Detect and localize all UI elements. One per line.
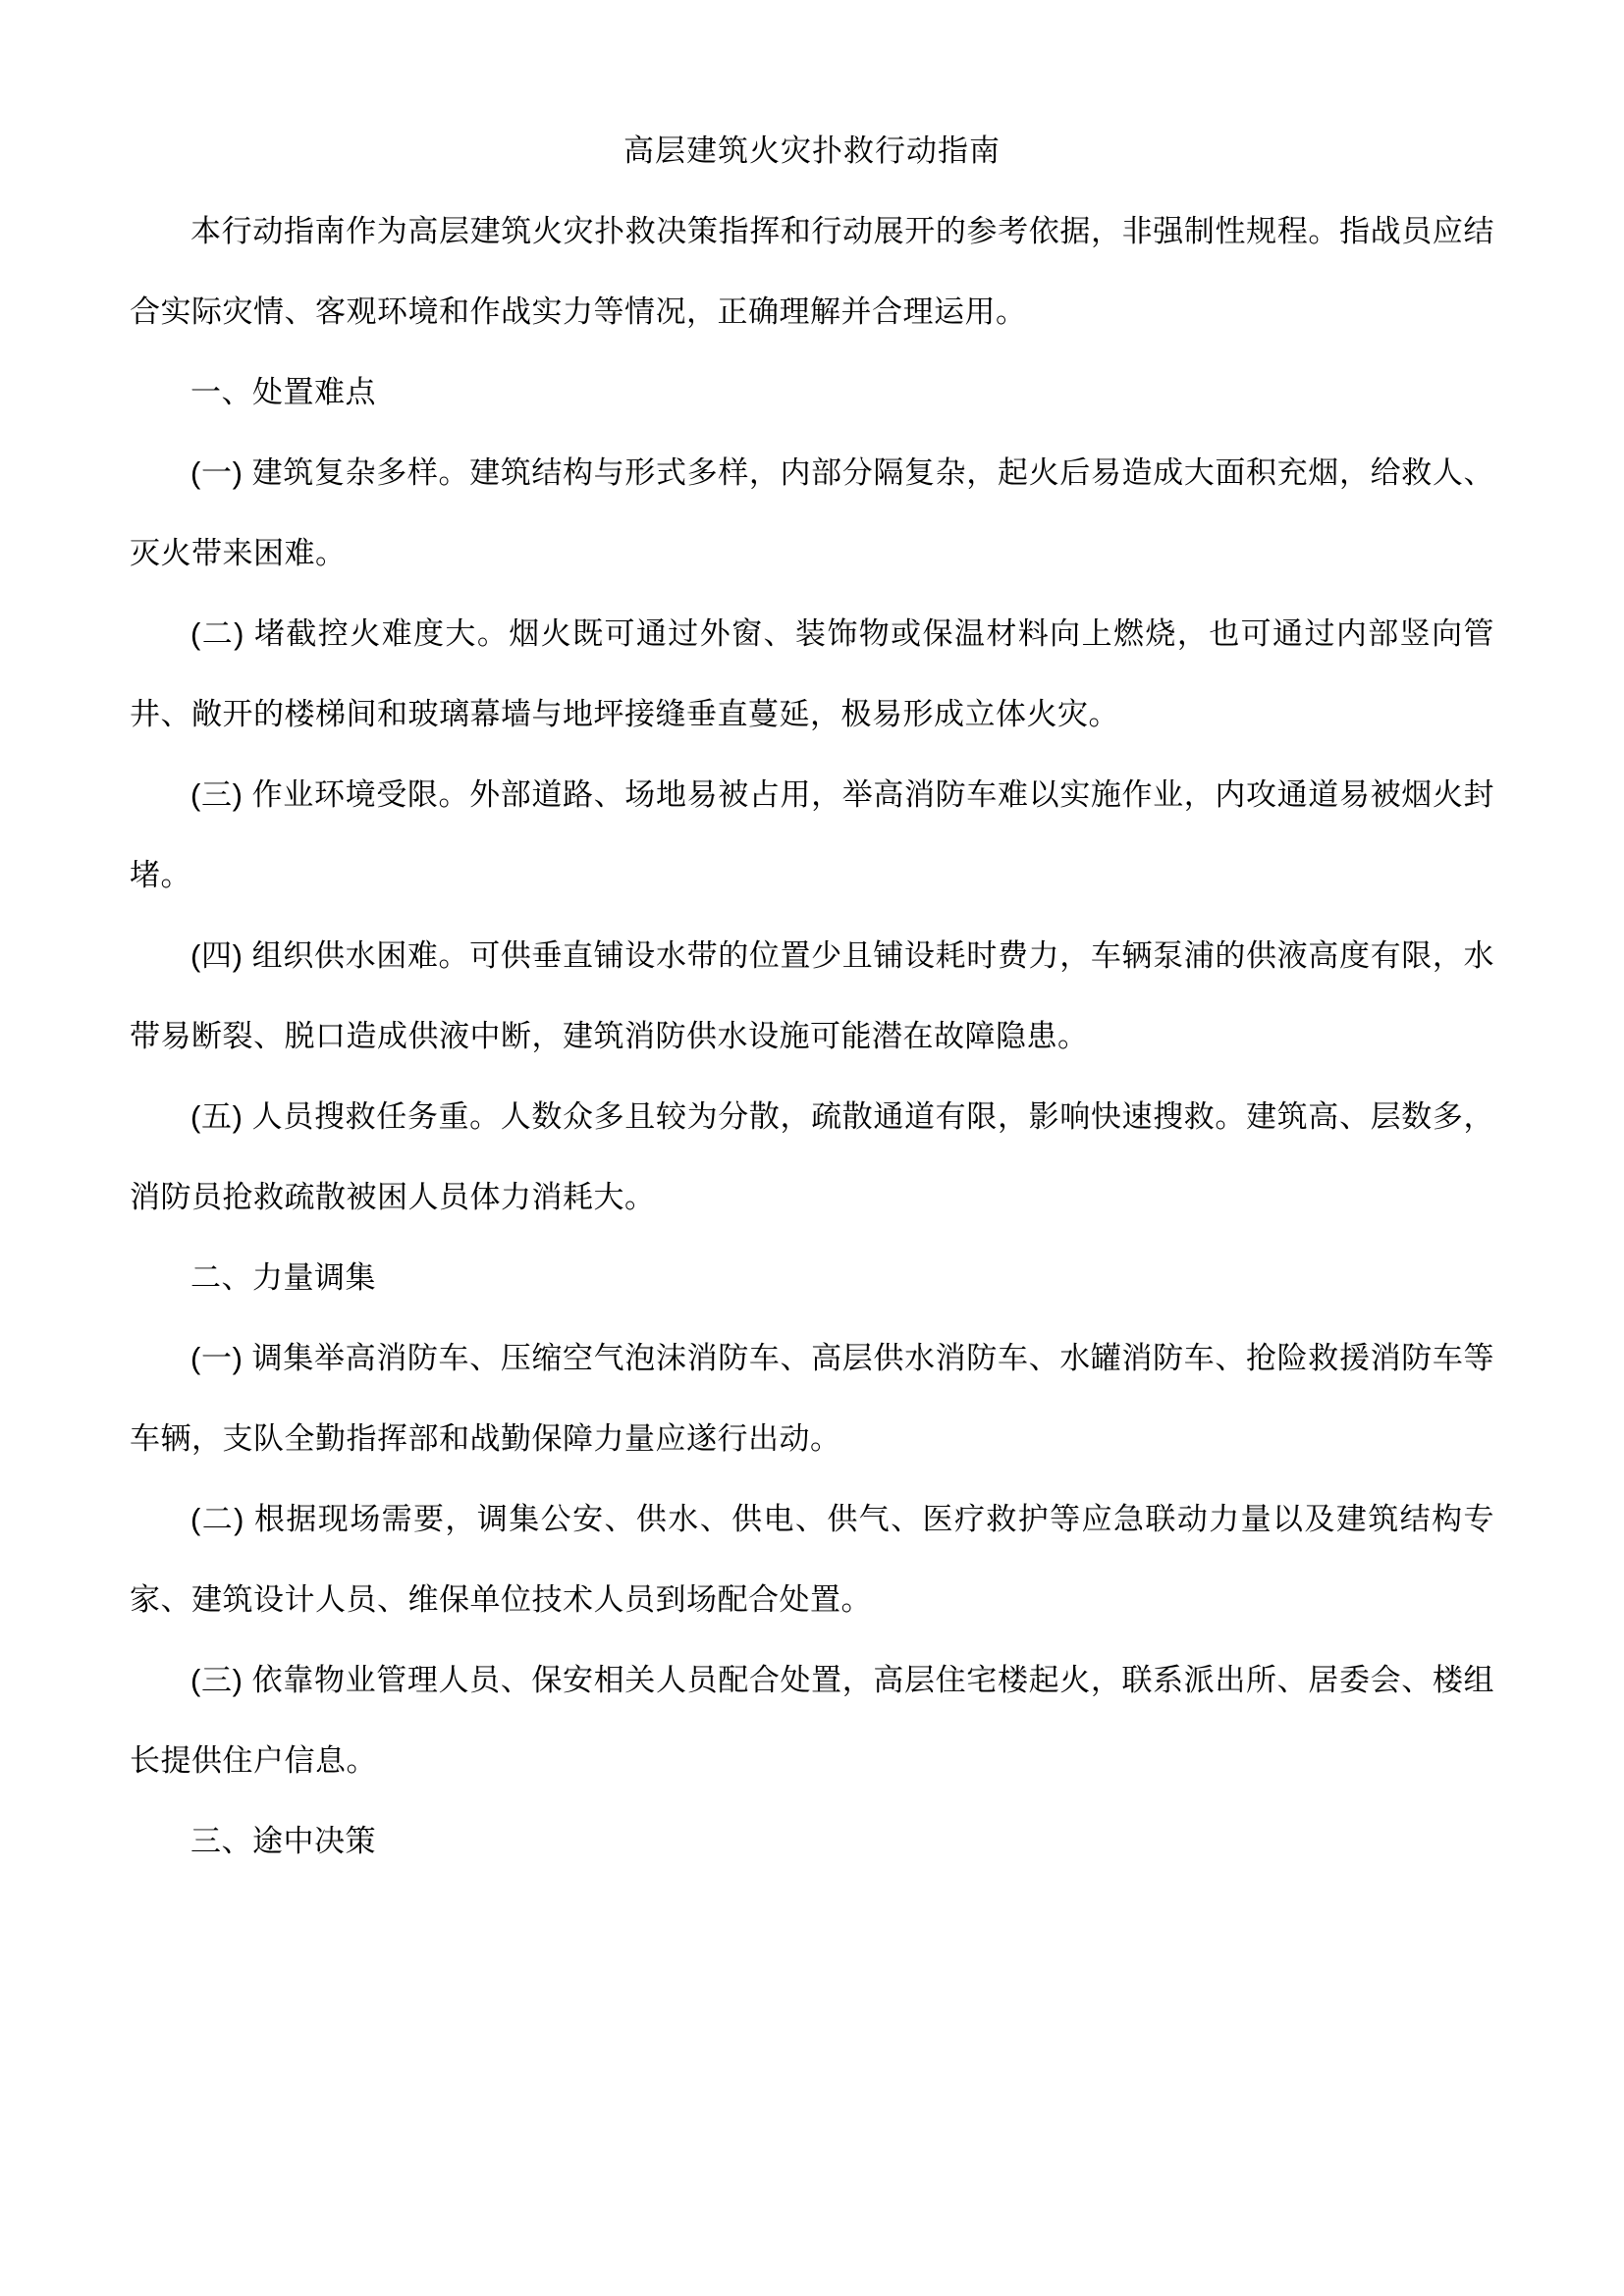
paragraph: (三) 作业环境受限。外部道路、场地易被占用，举高消防车难以实施作业，内攻通道易被烟火封堵。 xyxy=(130,777,1494,892)
section-heading-3: 三、途中决策 xyxy=(190,1824,376,1858)
paragraph-intro: 本行动指南作为高层建筑火灾扑救决策指挥和行动展开的参考依据，非强制性规程。指战员应结合实际灾情、客观环境和作战实力等情况，正确理解并合理运用。 xyxy=(130,214,1494,329)
paragraph: (三) 依靠物业管理人员、保安相关人员配合处置，高层住宅楼起火，联系派出所、居委会、楼组长提供住户信息。 xyxy=(130,1663,1494,1778)
paragraph: (二) 根据现场需要，调集公安、供水、供电、供气、医疗救护等应急联动力量以及建筑结构专家、建筑设计人员、维保单位技术人员到场配合处置。 xyxy=(130,1502,1494,1617)
paragraph: (一) 调集举高消防车、压缩空气泡沫消防车、高层供水消防车、水罐消防车、抢险救援消防车等车辆，支队全勤指挥部和战勤保障力量应遂行出动。 xyxy=(130,1341,1494,1456)
paragraph: (一) 建筑复杂多样。建筑结构与形式多样，内部分隔复杂，起火后易造成大面积充烟，给救人、灭火带来困难。 xyxy=(130,455,1494,570)
paragraph: (五) 人员搜救任务重。人数众多且较为分散，疏散通道有限，影响快速搜救。建筑高、层数多，消防员抢救疏散被困人员体力消耗大。 xyxy=(130,1099,1494,1214)
document-title: 高层建筑火灾扑救行动指南 xyxy=(623,133,1001,168)
paragraph: (四) 组织供水困难。可供垂直铺设水带的位置少且铺设耗时费力，车辆泵浦的供液高度有限，水带易断裂、脱口造成供液中断，建筑消防供水设施可能潜在故障隐患。 xyxy=(130,938,1494,1053)
paragraph: (二) 堵截控火难度大。烟火既可通过外窗、装饰物或保温材料向上燃烧，也可通过内部竖向管井、敞开的楼梯间和玻璃幕墙与地坪接缝垂直蔓延，极易形成立体火灾。 xyxy=(130,616,1494,731)
section-heading-2: 二、力量调集 xyxy=(190,1260,376,1295)
section-heading-1: 一、处置难点 xyxy=(190,375,376,409)
